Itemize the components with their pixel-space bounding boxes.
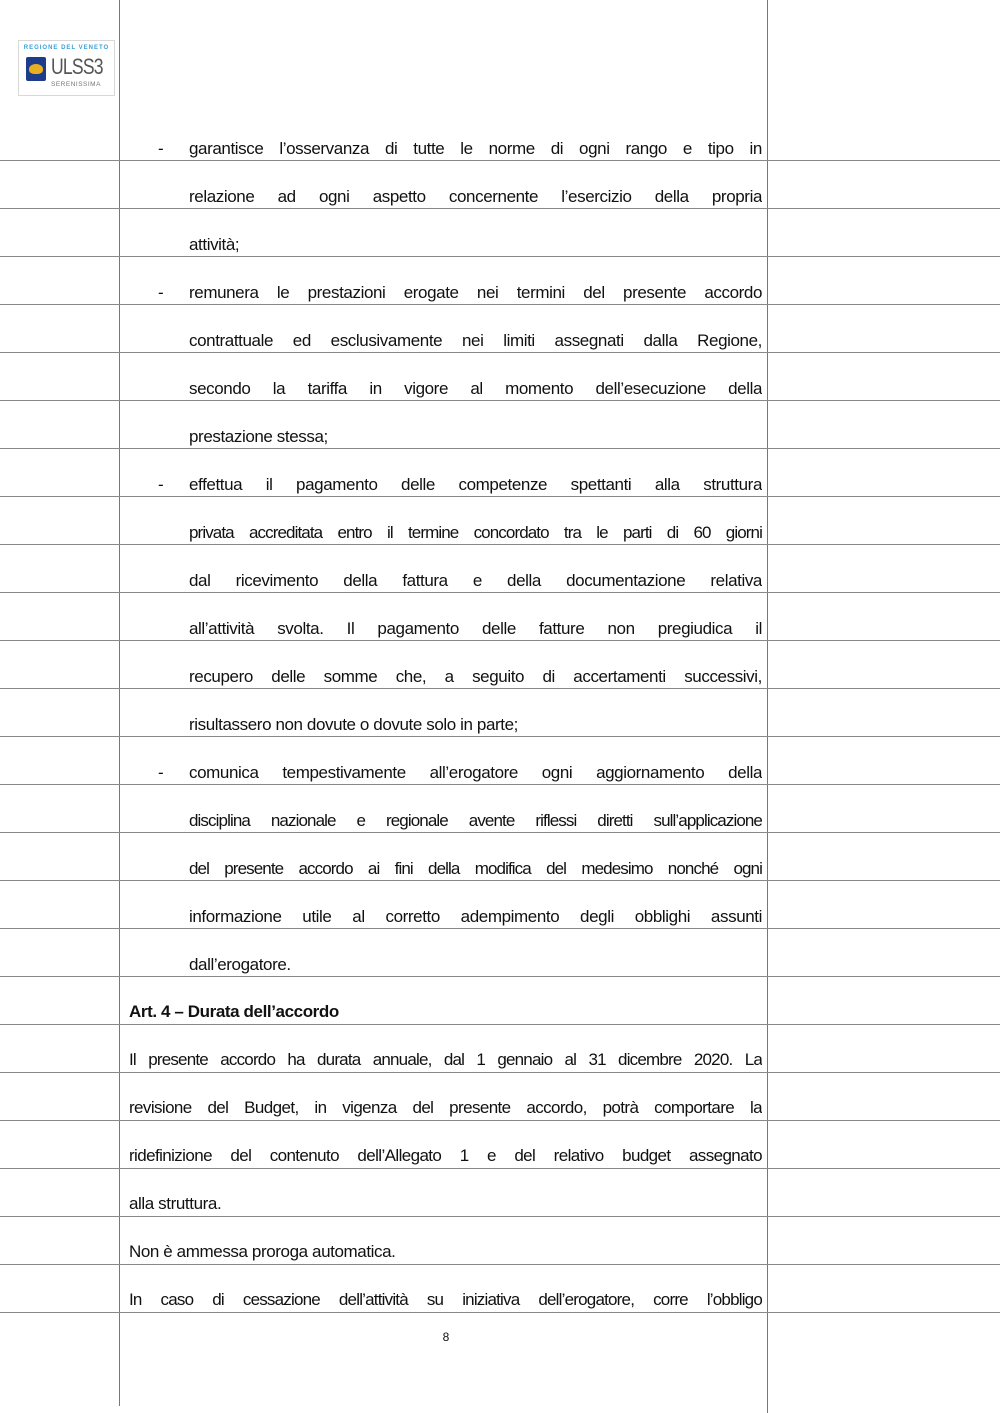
article-heading: Art. 4 – Durata dell’accordo — [129, 1002, 339, 1021]
ruled-line — [0, 688, 1000, 689]
paragraph-line: alla struttura. — [129, 1194, 222, 1213]
bullet-line: dal ricevimento della fattura e della documentazione relativa — [189, 571, 762, 590]
lion-of-saint-mark-icon — [26, 57, 46, 81]
paragraph-line: Non è ammessa proroga automatica. — [129, 1242, 396, 1261]
ruled-line — [0, 1120, 1000, 1121]
ruled-line — [0, 304, 1000, 305]
ruled-line — [0, 1072, 1000, 1073]
bullet-line: recupero delle somme che, a seguito di accertamenti successivi, — [189, 667, 762, 686]
ruled-line — [0, 160, 1000, 161]
ruled-line — [0, 256, 1000, 257]
ruled-line — [0, 832, 1000, 833]
bullet-line: effettua il pagamento delle competenze spettanti alla struttura — [189, 475, 762, 494]
bullet-line: disciplina nazionale e regionale avente riflessi diretti sull’applicazione — [189, 811, 762, 830]
bullet-line: del presente accordo ai fini della modifica del medesimo nonché ogni — [189, 859, 762, 878]
ruled-line — [0, 496, 1000, 497]
ruled-line — [0, 448, 1000, 449]
left-margin-line — [119, 0, 120, 1406]
right-margin-line — [767, 0, 768, 1413]
bullet-line: relazione ad ogni aspetto concernente l’esercizio della propria — [189, 187, 762, 206]
bullet-line: garantisce l’osservanza di tutte le norme di ogni rango e tipo in — [189, 139, 762, 158]
bullet-marker: - — [158, 139, 164, 158]
bullet-line: remunera le prestazioni erogate nei termini del presente accordo — [189, 283, 762, 302]
logo-region-text: REGIONE DEL VENETO — [23, 45, 110, 51]
ruled-line — [0, 736, 1000, 737]
logo-name-text: ULSS3 — [51, 54, 103, 79]
ruled-line — [0, 784, 1000, 785]
ruled-line — [0, 400, 1000, 401]
ruled-line — [0, 592, 1000, 593]
logo-subtitle-text: SERENISSIMA — [51, 81, 101, 88]
ruled-line — [0, 352, 1000, 353]
bullet-marker: - — [158, 283, 164, 302]
ruled-line — [0, 544, 1000, 545]
ruled-line — [0, 1264, 1000, 1265]
page-number: 8 — [442, 1330, 450, 1344]
paragraph-line: In caso di cessazione dell’attività su iniziativa dell’erogatore, corre l’obbligo — [129, 1290, 762, 1309]
bullet-line: privata accreditata entro il termine concordato tra le parti di 60 giorni — [189, 523, 762, 542]
bullet-marker: - — [158, 475, 164, 494]
paragraph-line: revisione del Budget, in vigenza del presente accordo, potrà comportare la — [129, 1098, 762, 1117]
bullet-line: contrattuale ed esclusivamente nei limiti assegnati dalla Regione, — [189, 331, 762, 350]
ruled-line — [0, 1216, 1000, 1217]
bullet-line: attività; — [189, 235, 240, 254]
ruled-line — [0, 928, 1000, 929]
ruled-line — [0, 880, 1000, 881]
ruled-line — [0, 1024, 1000, 1025]
paragraph-line: Il presente accordo ha durata annuale, dal 1 gennaio al 31 dicembre 2020. La — [129, 1050, 762, 1069]
ruled-line — [0, 1312, 1000, 1313]
bullet-line: secondo la tariffa in vigore al momento dell’esecuzione della — [189, 379, 762, 398]
bullet-line: all’attività svolta. Il pagamento delle fatture non pregiudica il — [189, 619, 762, 638]
ruled-line — [0, 1168, 1000, 1169]
ruled-line — [0, 208, 1000, 209]
paragraph-line: ridefinizione del contenuto dell’Allegato 1 e del relativo budget assegnato — [129, 1146, 762, 1165]
ruled-line — [0, 976, 1000, 977]
bullet-line: dall’erogatore. — [189, 955, 291, 974]
bullet-marker: - — [158, 763, 164, 782]
ulss3-logo — [18, 40, 115, 96]
bullet-line: prestazione stessa; — [189, 427, 328, 446]
bullet-line: risultassero non dovute o dovute solo in parte; — [189, 715, 518, 734]
ruled-line — [0, 640, 1000, 641]
bullet-line: informazione utile al corretto adempimento degli obblighi assunti — [189, 907, 762, 926]
bullet-line: comunica tempestivamente all’erogatore ogni aggiornamento della — [189, 763, 762, 782]
